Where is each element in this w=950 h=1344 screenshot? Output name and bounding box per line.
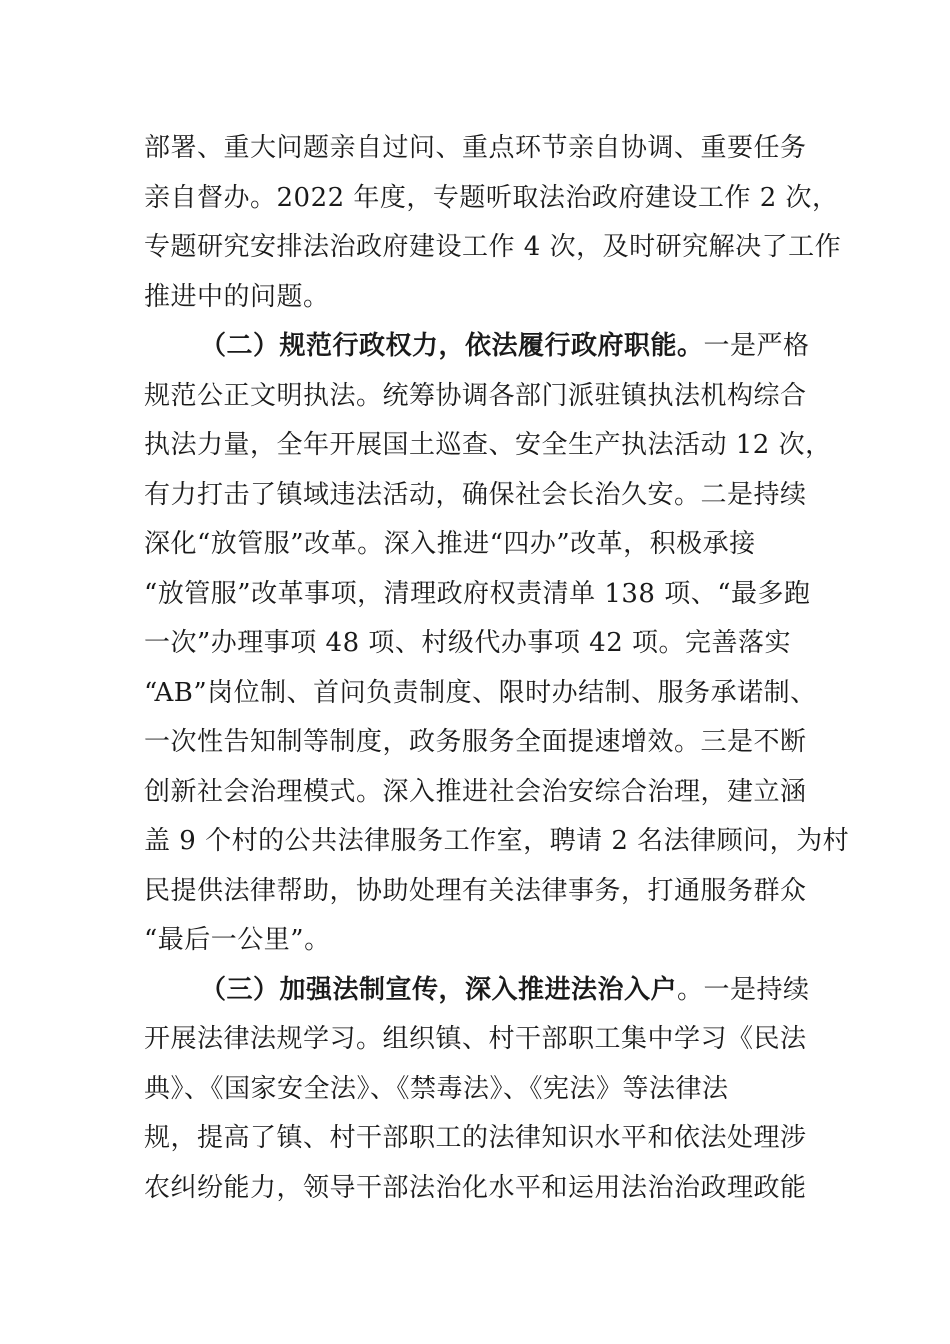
paragraph-2 xyxy=(144,322,850,966)
paragraph-first-line xyxy=(144,966,824,1016)
text-line: 典》、《国家安全法》、《禁毒法》、《宪法》等法律法 xyxy=(144,1073,729,1104)
document-body xyxy=(144,124,850,1213)
text-segment: 一是严格 xyxy=(703,331,810,361)
text-line: 有力打击了镇域违法活动，确保社会长治久安。二是持续 xyxy=(144,479,807,510)
text-line: “放管服”改革事项，清理政府权责清单 138 项、“最多跑 xyxy=(144,578,811,609)
text-line: 部署、重大问题亲自过问、重点环节亲自协调、重要任务 xyxy=(144,133,807,163)
section-heading-2: （二）规范行政权力，依法履行政府职能。 xyxy=(200,331,704,361)
text-line: 一次”办理事项 48 项、村级代办事项 42 项。完善落实 xyxy=(144,628,792,658)
text-line: 一次性告知制等制度，政务服务全面提速增效。三是不断 xyxy=(144,727,807,757)
text-line: 专题研究安排法治政府建设工作 4 次，及时研究解决了工作 xyxy=(144,232,842,262)
text-line: 民提供法律帮助，协助处理有关法律事务，打通服务群众 xyxy=(144,875,807,906)
paragraph-3 xyxy=(144,966,824,1214)
text-line: 规，提高了镇、村干部职工的法律知识水平和依法处理涉 xyxy=(144,1123,807,1153)
text-line: 推进中的问题。 xyxy=(144,281,330,312)
paragraph-first-line xyxy=(144,322,824,372)
text-line: 创新社会治理模式。深入推进社会治安综合治理，建立涵 xyxy=(144,776,807,807)
text-line: 深化“放管服”改革。深入推进“四办”改革，积极承接 xyxy=(144,529,756,559)
text-line: 盖 9 个村的公共法律服务工作室，聘请 2 名法律顾问，为村 xyxy=(144,826,850,856)
paragraph-1 xyxy=(144,124,842,322)
text-line: “最后一公里”。 xyxy=(144,925,331,955)
section-heading-3: （三）加强法制宣传，深入推进法治入户 xyxy=(200,974,678,1005)
text-segment: 。一是持续 xyxy=(677,974,810,1005)
text-line: 规范公正文明执法。统筹协调各部门派驻镇执法机构综合 xyxy=(144,380,807,411)
text-line: 亲自督办。2022 年度，专题听取法治政府建设工作 2 次， xyxy=(144,182,839,213)
text-line: 农纠纷能力，领导干部法治化水平和运用法治治政理政能 xyxy=(144,1172,807,1203)
text-line: “AB”岗位制、首问负责制度、限时办结制、服务承诺制、 xyxy=(144,677,817,708)
text-line: 开展法律法规学习。组织镇、村干部职工集中学习《民法 xyxy=(144,1024,807,1054)
text-line: 执法力量，全年开展国土巡查、安全生产执法活动 12 次， xyxy=(144,430,832,460)
